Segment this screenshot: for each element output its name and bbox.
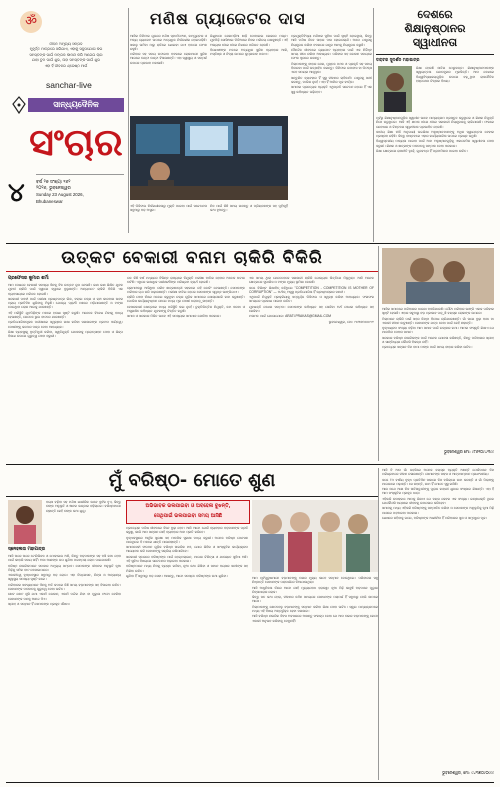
- issue-meta-line: ବର୍ଷ ୨୭ ସଂଖ୍ୟା ୧୬୨: [36, 180, 71, 185]
- section-divider: [6, 243, 494, 244]
- lead-body-col2: ଗତ କିଛି ବର୍ଷ ମଧ୍ୟରେ ବିଭିନ୍ନ ରାଜ୍ୟରେ ନିଯୁକ୍ତି ପରୀକ୍ଷା ବାତିଲ ହେବାର ଅନେକ ଘଟଣା ଘଟିଛି। ଏଥିରେ ଲକ୍ଷାଧିକ ପରୀକ୍ଷାର୍ଥୀଙ୍କ ପରିଶ୍ରମ ବ୍ୟର୍ଥ ହୋଇଛି। ଗ୍ରାମାଞ୍ଚଳରୁ ଆସିଥିବା ଗରିବ ଛାତ୍ରଛାତ୍ରୀ ସହରରେ ରହି କୋଚିଂ ନେଉଛନ୍ତି। ସେମାନଙ୍କ ପରିବାର ଋଣ କରି ପଢ଼ାଉଛନ୍ତି। ପରୀକ୍ଷା ବାତିଲ ହେଲେ ସେମାନଙ୍କ ସ୍ୱପ୍ନ ଭାଙ୍ଗିଯାଏ। ଚାକିରି ଦେବା ନାଁରେ ଠକେଇ କରୁଥିବା ଚକ୍ର ଗୁଡ଼ିକ ସମାଜରେ ଖୋଲାଖୋଲି କାମ କରୁଛନ୍ତି। ପୋଲିସ କାର୍ଯ୍ୟାନୁଷ୍ଠାନ ନେଲେ ମଧ୍ୟ ମୂଳ ଦୋଷୀ ଧରାପଡ଼ୁନାହାନ୍ତି। ବେସରକାରୀ କ୍ଷେତ୍ରରେ ମଧ୍ୟ ପରିସ୍ଥିତି ଭଲ ନୁହେଁ। ଚୁକ୍ତିଭିତ୍ତିକ ନିଯୁକ୍ତି, କମ ଦରମା ଓ ଅସୁରକ୍ଷିତ ଭବିଷ୍ୟତ ଯୁବକଙ୍କୁ ଚିନ୍ତିତ କରୁଛି। ସମାଜ ଓ ସରକାର ମିଳିତ ଭାବେ ଏହି ସମସ୍ୟାର ସମାଧାନ ଖୋଜିବା ଦରକାର।: [127, 276, 245, 319]
- lead-headline: ଉତ୍କଟ ବେକାରୀ ବନାମ ଚାକିରି ବିକିରି: [61, 248, 323, 268]
- bottom-body-col2: ପ୍ରତ୍ୟେକ ମଣିଷ ଜୀବନରେ ଦିନେ ବୁଢ଼ା ହେବ। ଆଜି ଆମେ ଯେଉଁ ବ୍ୟବହାର ବଡ଼ମାନଙ୍କ ପ୍ରତି କରୁଛୁ, କାଲି ଆମ ସନ୍ତାନ ସେହି ବ୍ୟବହାର ଆମ ପ୍ରତି କରିବେ। ବୃଦ୍ଧାବସ୍ଥାରେ ଆର୍ଥିକ ସୁରକ୍ଷା ସହ ମାନସିକ ସୁରକ୍ଷା ମଧ୍ୟ ଜରୁରୀ। ଅନେକ ବରିଷ୍ଠ ପେନସନ ପାଉଥିଲେ ବି ମନରେ ଶାନ୍ତି ପାଉନାହାନ୍ତି। ସମାଜସେବୀ ସଂଗଠନ ଗୁଡ଼ିକ ବରିଷ୍ଠ ନାଗରିକ ମଞ୍ଚ, ଯୋଗ ଶିବିର ଓ ସାଂସ୍କୃତିକ କାର୍ଯ୍ୟକ୍ରମ ଆୟୋଜନ କରି ସେମାନଙ୍କୁ ସକ୍ରିୟ ରଖିପାରିବେ। ସରକାରୀ ସ୍ତରରେ ବରିଷ୍ଠଙ୍କ ପାଇଁ ହେଲ୍ପଲାଇନ, ମାଗଣା ଚିକିତ୍ସା ଓ ଯାତାୟାତ ସୁବିଧା ଅଛି। ଏହି ସୁବିଧା ବିଷୟରେ ସଚେତନତା ବଢ଼ାଇବା ଦରକାର। ବରିଷ୍ଠମାନେ ମଧ୍ୟ ନିଜକୁ ବ୍ୟସ୍ତ ରଖିବା, ନୂଆ କଥା ଶିଖିବା ଓ ସମାନ ବୟସର ସାଥୀଙ୍କ ସହ ମିଶିବା ଉଚିତ। ଶୁଣିବା ହିଁ ସବୁଠାରୁ ବଡ଼ ସେବା। ଆସନ୍ତୁ, ଆମେ ସମସ୍ତେ ବରିଷ୍ଠଙ୍କ କଥା ଶୁଣିବା।: [126, 526, 248, 578]
- byline: ସ୍ନେହଲତା ମହାପାତ୍ର: [8, 547, 46, 552]
- section-divider: [6, 464, 494, 465]
- masthead: [6, 8, 128, 220]
- signoff: ଭୁବନେଶ୍ୱର: [328, 319, 345, 324]
- issue-meta-line: Sunday 23 August 2026,: [36, 192, 84, 198]
- paper-name: ସଂଚାର: [29, 120, 123, 164]
- issue-meta: [36, 180, 124, 205]
- pen-nib-icon: [10, 96, 28, 114]
- bottom-right-column: ଆଜି ବି ଆମ ଗାଁ ଗହଳିରେ ଅନେକ ବୟସ୍କ ବ୍ୟକ୍ତି ଅଛନ୍ତି ଯେଉଁମାନେ ନିଜ ପରିଶ୍ରମରେ ଜୀବନ ଚଳାଉଛନ୍ତି। ସେମାନଙ୍କ ସାହସ ଓ ଆତ୍ମସମ୍ମାନ ପ୍ରଶଂସନୀୟ। ଜଣେ ୮୦ ବର୍ଷୀୟ ବୃଦ୍ଧ ପ୍ରତିଦିନ ସକାଳେ ନିଜ ବଗିଚାରେ କାମ କରନ୍ତି ଓ ଗାଁ ପିଲାଙ୍କୁ ମାଗଣାରେ ପଢ଼ାନ୍ତି। ସେ କହନ୍ତି, କାମ ହିଁ ମୋତେ ସୁସ୍ଥ ରଖିଛି। ଆଉ ଜଣେ ଆଈ ନିଜ ନାତିନାତୁଣୀଙ୍କୁ ପୁରାଣ କାହାଣୀ ଶୁଣାଇ ସଂସ୍କାର ଶିଖାନ୍ତି। ଏହା ହିଁ ଆମ ସଂସ୍କୃତିର ପ୍ରକୃତ ଧାରା। ଏହିଭଳି ଉଦାହରଣ ଆମକୁ ଶିଖାଏ ଯେ ବୟସ କେବଳ ଏକ ସଂଖ୍ୟା। ଇଚ୍ଛାଶକ୍ତି ଥିଲେ ଯେକୌଣସି ବୟସରେ ଜୀବନକୁ ଉପଭୋଗ କରିହେବ। ସମାଜକୁ ମଧ୍ୟ ଏହିଭଳି ବରିଷ୍ଠଙ୍କୁ ସମ୍ମାନିତ କରିବା ଓ ସେମାନଙ୍କ ଅନୁଭୂତିକୁ ନୂଆ ପିଢ଼ି ପାଖରେ ପହଞ୍ଚାଇବା ଦରକାର। ଶେଷରେ କହିବାକୁ ଗଲେ, ବରିଷ୍ଠଙ୍କ ଆଶୀର୍ବାଦ ହିଁ ପରିବାରର ସୁଖ ଓ ସମୃଦ୍ଧିର ମୂଳ।: [382, 468, 494, 520]
- article-body-col1: ଆଜିର ଡିଜିଟାଲ ଯୁଗରେ ମଣିଷ ସ୍ମାର୍ଟଫୋନ, କମ୍ପ୍ୟୁଟର ଓ ଅନ୍ୟ ଗ୍ୟାଜେଟ ଉପରେ ଅତ୍ୟଧିକ ନିର୍ଭରଶୀଳ ହୋଇପଡ଼ିଛି। ସକାଳୁ ଉଠିବା ଠାରୁ ରାତିରେ ଶୋଇବା ଯାଏ ହାତରେ ଫୋନ ରହୁଛି। ପରିବାର ସହ ସମୟ କଟାଇବା ବଦଳରେ ଲୋକମାନେ ସ୍କ୍ରିନ ଆଗରେ ଘଣ୍ଟା ଘଣ୍ଟା ବିତାଉଛନ୍ତି। ଏହା ସ୍ୱାସ୍ଥ୍ୟ ଓ ସମ୍ପର୍କ ଉପରେ ପ୍ରଭାବ ପକାଉଛି।: [130, 34, 207, 65]
- issue-meta-line: ୨୦୨୬, ଭୁବନେଶ୍ୱର: [36, 186, 71, 192]
- bottom-body-col1a: ବୟସ ବଢ଼ିବା ସହ ମଣିଷ ଶାରୀରିକ ଭାବେ ଦୁର୍ବଳ ହୁଏ, କିନ୍ତୁ ତାଙ୍କ ଅନୁଭୂତି ଓ ଜ୍ଞାନର ଭଣ୍ଡାର ବଢ଼ିଚାଲେ। ବରିଷ୍ଠମାନେ ଚାହାନ୍ତି କେହି ତାଙ୍କ କଥା ଶୁଣୁ।: [46, 500, 121, 513]
- byline: ଡକ୍ଟର ସୁଦର୍ଶନ ମହାପାତ୍ର: [376, 57, 420, 62]
- column-photo: [382, 248, 494, 304]
- om-symbol: ॐ: [25, 14, 37, 29]
- article-body: ପୂର୍ବରୁ ଶିକ୍ଷାନୁଷ୍ଠାନଗୁଡ଼ିକ ସ୍ୱାଧୀନ ଭାବେ ପାଠ୍ୟକ୍ରମ ପ୍ରସ୍ତୁତ କରୁଥିଲେ ଓ ଶିକ୍ଷକ ନିଯୁକ୍ତି ନିଜେ କରୁଥିଲେ। ଆଜି ଏହି କ୍ଷମତା ଧୀରେ ଧୀରେ ସରକାରୀ ନିୟନ୍ତ୍ରଣକୁ ଚାଲିଯାଉଛି। ଫଳରେ ଗବେଷଣା ଓ ଚିନ୍ତନର ସ୍ୱାଧୀନତା ପ୍ରଭାବିତ ହେଉଛି। ଜାତୀୟ ଶିକ୍ଷା ନୀତି ଅନୁଯାୟୀ ଉଚ୍ଚଶିକ୍ଷା ଅନୁଷ୍ଠାନମାନଙ୍କୁ ଅଧିକ ସ୍ୱାୟତ୍ତତା ଦେବାର ପ୍ରସ୍ତାବ ରହିଛି। କିନ୍ତୁ ବାସ୍ତବରେ ଏହାର କାର୍ଯ୍ୟକାରିତା ଉପରେ ପ୍ରଶ୍ନ ଉଠୁଛି। ବିଶ୍ୱସ୍ତରୀୟ ମାନ୍ୟତା ପାଇବା ପାଇଁ ଆମ ଅନୁଷ୍ଠାନଗୁଡ଼ିକୁ ଏକାଡେମିକ ସ୍ୱାଧୀନତା ଦେବା ଜରୁରୀ। ଶିକ୍ଷକ ଓ ଛାତ୍ରଙ୍କ ମତାମତକୁ ସମ୍ମାନ ଦେବା ଦରକାର। ଶିକ୍ଷା କ୍ଷେତ୍ରରେ ରାଜନୀତି ନୁହେଁ, ଗୁଣବତ୍ତା ହିଁ ପ୍ରାଥମିକତା ପାଇବା ଉଚିତ।: [376, 116, 494, 154]
- page-bottom-rule: [6, 782, 494, 783]
- edition-label: ସାନ୍ଧ୍ୟଦୈନିକ: [28, 98, 124, 112]
- pull-quote: [126, 500, 250, 524]
- article-body-col2: ଶିଶୁମାନେ ଖେଳପଡ଼ିଆ ଛାଡ଼ି ମୋବାଇଲ ଖେଳରେ ମଗ୍ନ। ଯୁବପିଢ଼ି ସୋସିଆଲ ମିଡିଆରେ ନିଜର ପରିଚୟ ଖୋଜୁଛନ୍ତି। ଏହି ଅଭ୍ୟାସ ଧୀରେ ଧୀରେ ନିଶାରେ ପରିଣତ ହେଉଛି। ବିଶେଷଜ୍ଞଙ୍କ ମତରେ ଅତ୍ୟଧିକ ସ୍କ୍ରିନ ବ୍ୟବହାର ଆଖି, ମସ୍ତିଷ୍କ ଓ ନିଦ୍ରା ଉପରେ କୁପ୍ରଭାବ ପକାଏ।: [210, 34, 288, 57]
- pull-quote-line: ଅଭିଭାବକ ଭଲପାଇବା ଓ ଅବହେଳା ବୁଝନ୍ତି,: [145, 503, 231, 509]
- site-url[interactable]: sanchar-live: [46, 80, 92, 90]
- author-photo: [378, 66, 412, 112]
- prayer-box: [10, 42, 122, 69]
- article-body-top: ଶିକ୍ଷା ହେଉଛି ଜାତିର ମେରୁଦଣ୍ଡ। ଶିକ୍ଷାନୁଷ୍ଠାନମାନଙ୍କ ସ୍ୱାୟତ୍ତତା ଗଣତନ୍ତ୍ରର ମୂଳଭିତ୍ତି। ଆମ ଦେଶରେ ବିଶ୍ୱବିଦ୍ୟାଳୟଗୁଡ଼ିକ ଉପରେ ବଢ଼ୁଥିବା ରାଜନୈତିକ ହସ୍ତକ୍ଷେପ ଚିନ୍ତାର ବିଷୟ।: [416, 66, 494, 83]
- article-body-col2b: ନିଜ ପାଇଁ କିଛି ସମୟ ରଖନ୍ତୁ ଓ ପ୍ରିୟଜନଙ୍କ ସହ ମୁହାଁମୁହିଁ କଥା ହୁଅନ୍ତୁ।: [210, 204, 288, 213]
- english-quote: "COMPETITION - COMPETITION IS MOTHER OF CORRUPTION": [249, 285, 374, 294]
- divider: [6, 271, 378, 272]
- article-education: [376, 8, 494, 242]
- column-divider: [373, 8, 374, 242]
- bottom-footer: ଭୁବନେଶ୍ୱର, ମୋ: ୯୪୩୭୦୯୦୯୯୯: [442, 770, 494, 775]
- prayer-line: ଏହା ହିଁ ଜୀବନର ଶ୍ରେଷ୍ଠ ମାର୍ଗ: [44, 63, 88, 68]
- title-line: ସ୍ୱାଧୀନତା: [412, 36, 458, 49]
- lead-body-col1: ଆମ ଦେଶରେ ବେକାରୀ ସମସ୍ୟା ଦିନକୁ ଦିନ ଉତ୍କଟ ରୂପ ନେଉଛି। ଲକ୍ଷ ଲକ୍ଷ ଶିକ୍ଷିତ ଯୁବକ ଯୁବତୀ ଚାକିରି ପାଇଁ ଦ୍ୱାରେ ଦ୍ୱାରେ ବୁଲୁଛନ୍ତି। ଅନ୍ୟପଟେ ଚାକିରି ବିକିରି ଏକ ବ୍ୟବସାୟରେ ପରିଣତ ହୋଇଛି। ସରକାରୀ ପଦବୀ ପାଇଁ ପରୀକ୍ଷା ପ୍ରଶ୍ନପତ୍ର ଲିକ, ଦଲାଲ ଚକ୍ର ଓ ଲାଞ୍ଚ କାରବାର ଖବର ପ୍ରାୟ ପ୍ରତିଦିନ ଶୁଣିବାକୁ ମିଳୁଛି। ଯୋଗ୍ୟ ପ୍ରାର୍ଥୀ ପଛରେ ପଡ଼ିଯାଉଛନ୍ତି ଓ ଟଙ୍କା ଦେଇଥିବା ଲୋକ ଆଗକୁ ଯାଉଛନ୍ତି। ଏହି ପରିସ୍ଥିତି ଯୁବପିଢ଼ିଙ୍କ ମନରେ ହତାଶା ସୃଷ୍ଟି କରୁଛି। ଅନେକେ ବିଦେଶ ଯିବାକୁ ବାଧ୍ୟ ହେଉଛନ୍ତି, କେତେକ ଭୁଲ ବାଟରେ ଯାଉଛନ୍ତି। ପ୍ରତିଯୋଗିତାମୂଳକ ପରୀକ୍ଷାରେ ସ୍ୱଚ୍ଛତା ରକ୍ଷା କରିବା ସରକାରଙ୍କ ପ୍ରଥମ ଦାୟିତ୍ୱ। ଦୋଷୀଙ୍କୁ କଠୋର ଦଣ୍ଡ ଦେବା ଆବଶ୍ୟକ। ଶିକ୍ଷା ବ୍ୟବସ୍ଥାକୁ ବୃତ୍ତିମୁଖୀ କରିବା, ସ୍ୱନିଯୁକ୍ତି ଯୋଜନାକୁ ପ୍ରୋତ୍ସାହନ ଦେବା ଓ ଶିଳ୍ପ ବିକାଶ ଉପରେ ଗୁରୁତ୍ୱ ଦେବା ଜରୁରୀ।: [8, 283, 123, 339]
- signoff: ଭୁବନେଶ୍ୱର: [443, 449, 463, 454]
- article-right-column: [382, 246, 494, 461]
- title-line: ଦେଶରେ: [417, 8, 453, 21]
- pull-quote-line: ସେଥିପାଇଁ ଭଲପାଇବା ସମୟ ଆସିଛି: [153, 513, 223, 519]
- article-title: [376, 8, 494, 50]
- prayer-line: ସମସ୍ତଙ୍କ ପାଇଁ ମଙ୍ଗଳ କାମନା କରି ଆଗେଇ ଚାଲ: [29, 52, 103, 57]
- lead-body-col3: ଏକ ସମୟ ଥିଲା ଯେତେବେଳେ ସରକାରୀ ଚାକିରି ଯୋଗ୍ୟତା ଭିତ୍ତିରେ ମିଳୁଥିଲା। ଆଜି ଅନେକ କ୍ଷେତ୍ରରେ ସୁପାରିସ ଓ ଟଙ୍କା ମୁଖ୍ୟ ଭୂମିକା ନେଉଛି। ଜଣେ ବିଶିଷ୍ଟ ଶିକ୍ଷାବିତ୍ କହିଥିଲେ "COMPETITION - COMPETITION IS MOTHER OF CORRUPTION" — ଅର୍ଥାତ୍ ଅସୁସ୍ଥ ପ୍ରତିଯୋଗିତା ହିଁ ଭ୍ରଷ୍ଟାଚାରର ଜନନୀ। ଏଥିପାଇଁ ନିଯୁକ୍ତି ପ୍ରକ୍ରିୟାକୁ ସମ୍ପୂର୍ଣ୍ଣ ଡିଜିଟାଲ ଓ ସ୍ୱଚ୍ଛ କରିବା ଆବଶ୍ୟକ। ଫଳାଫଳ ସମୟରେ ପ୍ରକାଶ ପାଇବା ଉଚିତ। ଯୁବଶକ୍ତି ଦେଶର ସମ୍ପଦ। ସେମାନଙ୍କ ଭବିଷ୍ୟତ ସହ ଖେଳିବା ଅର୍ଥ ଦେଶର ଭବିଷ୍ୟତ ସହ ଖେଳିବା। ମତାମତ ପାଇଁ ଯୋଗାଯୋଗ: ARATI.PRAKAS@GMAIL.COM ଭୁବନେଶ୍ୱର, ମୋ: ୯୪୩୭୦୪୪୯୯୯: [249, 276, 374, 324]
- issue-number: ୪: [8, 178, 25, 208]
- prayer-line: ଜୀବନ ଅମୂଲ୍ୟ ସମ୍ପଦ: [49, 42, 83, 46]
- title-line: ଶିକ୍ଷାନୁଷ୍ଠାନର: [404, 22, 466, 35]
- divider: [36, 174, 124, 175]
- bottom-headline: ମୁଁ ବରିଷ୍ଠ- ମୋତେ ଶୁଣ: [108, 470, 276, 491]
- article-body-col3: ପ୍ରଯୁକ୍ତିବିଦ୍ୟା ମଣିଷର ସୁବିଧା ପାଇଁ ସୃଷ୍ଟି ହୋଇଥିଲା, କିନ୍ତୁ ଆଜି ମଣିଷ ନିଜେ ତାହାର ଦାସ ହୋଇଗଲାଣି। ଆମେ ଯନ୍ତ୍ରକୁ ନିୟନ୍ତ୍ରଣ କରିବା ବଦଳରେ ଯନ୍ତ୍ର ଆମକୁ ନିୟନ୍ତ୍ରଣ କରୁଛି। ଦୈନନ୍ଦିନ ଜୀବନରେ ଗ୍ୟାଜେଟ ବ୍ୟବହାର ପାଇଁ ଏକ ନିର୍ଦ୍ଦିଷ୍ଟ ସମୟ ସୀମା ରଖିବା ଆବଶ୍ୟକ। ପରିବାର ସହ ଭୋଜନ ସମୟରେ ଫୋନ ଦୂରରେ ରଖନ୍ତୁ। ପିଲାମାନଙ୍କୁ ବାହାର ଖେଳ, ପୁସ୍ତକ ପଠନ ଓ ପ୍ରକୃତି ସହ ସମୟ ବିତାଇବା ପାଇଁ ଉତ୍ସାହିତ କରନ୍ତୁ। ଡିଜିଟାଲ ଉପବାସ ବା ଡିଟକ୍ସ ଏବେ ସମୟର ଆହ୍ୱାନ। ସନ୍ତୁଳିତ ବ୍ୟବହାର ହିଁ ସୁସ୍ଥ ଜୀବନର ଚାବିକାଠି। ଯନ୍ତ୍ରକୁ ସାଥୀ କରନ୍ତୁ, ମାଲିକ ନୁହେଁ। ଏହା ହିଁ ଆଜିର ମୂଳ ବାର୍ତ୍ତା। ସମାଜର ପ୍ରତ୍ୟେକ ବ୍ୟକ୍ତି ଏଥିପ୍ରତି ସଚେତନ ହେଲେ ହିଁ ଏକ ସୁସ୍ଥ ଭବିଷ୍ୟତ ଗଢ଼ିହେବ।: [291, 34, 372, 94]
- column-divider: [128, 8, 129, 233]
- byline: ପ୍ରଫେସର କୁମାର ଶର୍ମା: [8, 276, 49, 281]
- phone: ମୋ: ୯୮୬୧୦୯୪୩୯୯: [463, 449, 494, 454]
- author-photo: [8, 500, 42, 544]
- column-divider: [378, 468, 379, 780]
- prayer-line: ଯାହା ତୁମ ପାଇଁ ଶୁଭ, ତାହା ସମସ୍ତଙ୍କ ପାଇଁ ଶୁଭ: [31, 58, 101, 63]
- column-body: ଆଜିର ସମାଜରେ ପରିବାରର ଧାରଣା ବଦଳିଯାଉଛି। ଯୌଥ ପରିବାର ଭାଙ୍ଗି ଏକକ ପରିବାର ସୃଷ୍ଟି ହେଉଛି। ଏହାର ସବୁଠାରୁ ବଡ଼ ପ୍ରଭାବ ପଡ଼ୁଛି ବୟସ୍କ ଲୋକଙ୍କ ଉପରେ। ପିଲାମାନେ ଚାକିରି ପାଇଁ ସହର କିମ୍ବା ବିଦେଶ ଚାଲିଯାଉଛନ୍ତି। ଗାଁ ଘରେ ବୁଢ଼ା ବାପା ମା ଏକାକୀ ଜୀବନ କାଟୁଛନ୍ତି। ସେମାନଙ୍କ ଯତ୍ନ ନେବା ପାଇଁ କେହି ନାହାନ୍ତି। ବୃଦ୍ଧାଶ୍ରମ ସଂଖ୍ୟା ବଢ଼ିବା ଆମ ସମାଜ ପାଇଁ ଲଜ୍ଜାର କଥା। ଆମର ସଂସ୍କୃତି ଶିଖାଏ ଯେ ମାତାପିତା ଦେବତା ସମାନ। ସରକାର ବରିଷ୍ଠ ନାଗରିକଙ୍କ ପାଇଁ ଅନେକ ଯୋଜନା କରିଛନ୍ତି, କିନ୍ତୁ ପରିବାରର ସ୍ନେହ ଓ ସାନ୍ନିଧ୍ୟର କୌଣସି ବିକଳ୍ପ ନାହିଁ। ପ୍ରତ୍ୟେକ ସନ୍ତାନ ନିଜ ବାପା ମାଙ୍କ ପାଇଁ ସମୟ ବାହାର କରିବା ଉଚିତ।: [382, 307, 494, 350]
- bottom-body-col1: ଆଜି ଘରେ ଘରେ ଟେଲିଭିଜନ ଓ ମୋବାଇଲ ଅଛି, କିନ୍ତୁ ବଡ଼ମାନଙ୍କ ସହ ବସି କଥା ହେବା ପାଇଁ କାହାରି ସମୟ ନାହିଁ। ଅଜା ଆଈଙ୍କ ଗପ ଶୁଣିବା ପରମ୍ପରା ଲୋପ ପାଇଯାଉଛି। ବରିଷ୍ଠ ନାଗରିକମାନେ ସମାଜର ଅମୂଲ୍ୟ ସମ୍ପଦ। ସେମାନଙ୍କ ଜୀବନର ଅନୁଭୂତି ନୂଆ ପିଢ଼ିକୁ ସଠିକ ବାଟ ଦେଖାଇପାରେ। ଏକାକୀତ୍ୱ ବୃଦ୍ଧାବସ୍ଥାର ସବୁଠାରୁ ବଡ଼ ରୋଗ। ଏହା ଡିପ୍ରେସନ, ଚିନ୍ତା ଓ ଅନ୍ୟାନ୍ୟ ସ୍ୱାସ୍ଥ୍ୟ ସମସ୍ୟା ସୃଷ୍ଟି କରେ। ପରିବାରର ସଦସ୍ୟମାନେ ଦିନକୁ ଅତି କମରେ କିଛି ସମୟ ବଡ଼ମାନଙ୍କ ସହ ବିତାଇବା ଉଚିତ। ସେମାନଙ୍କ ମତାମତକୁ ଗୁରୁତ୍ୱ ଦେବା ଉଚିତ। ଛୋଟ ଛୋଟ ଖୁସି ଯଥା ଏକାଠି ଭୋଜନ, ଏକାଠି ମନ୍ଦିର ଯିବା ବା ପୁରୁଣା ଫଟୋ ଦେଖିବା ସେମାନଙ୍କ ମନକୁ ଆନନ୍ଦ ଦିଏ। ସ୍ନେହ ଓ ସମ୍ମାନ ହିଁ ସେମାନଙ୍କ ପ୍ରକୃତ ଔଷଧ।: [8, 554, 121, 606]
- phone: ମୋ: ୯୪୩୭୦୪୪୯୯୯: [347, 319, 374, 324]
- article-gadget: [130, 8, 372, 242]
- article-photo: [130, 116, 288, 200]
- column-divider: [378, 246, 379, 461]
- prayer-line: ମୁହୂର୍ତ୍ତ ମାତ୍ରରେ ସରିଯାଏ, ଏହାକୁ ସଦୁପଯୋଗ କର: [29, 47, 103, 52]
- column-footer: [382, 449, 494, 454]
- bottom-body-col3: ଆମ ପୂର୍ବପୁରୁଷମାନେ ବଡ଼ମାନଙ୍କୁ ଘରର ମୁଖ୍ୟ ଭାବେ ସମ୍ମାନ ଦେଉଥିଲେ। ପରିବାରର ସବୁ ନିଷ୍ପତ୍ତି ସେମାନଙ୍କ ପରାମର୍ଶରେ ନିଆଯାଉଥିଲା। ଆଜି ଆଧୁନିକତା ନାଁରେ ଆମେ ସେହି ମୂଲ୍ୟବୋଧ ହରାଉଛୁ। ନୂଆ ପିଢ଼ି ଭାବୁଛି ବଡ଼ମାନେ ପୁରୁଣା ଚିନ୍ତାଧାରାର ଲୋକ। କିନ୍ତୁ ସତ କଥା ହେଲା, ଜୀବନର କଠିନ ସମୟରେ ସେମାନଙ୍କ ପରାମର୍ଶ ହିଁ ସବୁଠାରୁ ବେଶି କାମରେ ଆସେ। ପିଲାମାନଙ୍କୁ ଛୋଟବେଳୁ ବଡ଼ମାନଙ୍କୁ ସମ୍ମାନ କରିବା ଶିକ୍ଷା ଦେବା ଉଚିତ। ସ୍କୁଲ ପାଠ୍ୟକ୍ରମରେ ମଧ୍ୟ ଏହି ବିଷୟ ଅନ୍ତର୍ଭୁକ୍ତ ହେବା ଦରକାର। ଆଜି ବରିଷ୍ଠ ନାଗରିକ ଦିବସ ଅବସରରେ ଆସନ୍ତୁ ସଂକଳ୍ପ ନେବା ଯେ ଆମ ଘରର ବଡ଼ମାନଙ୍କୁ କେବେ ଏକାକୀ ଅନୁଭବ କରିବାକୁ ଦେବୁନାହିଁ।: [252, 576, 378, 623]
- divider: [376, 54, 494, 55]
- om-logo: [20, 11, 42, 33]
- email[interactable]: ARATI.PRAKAS@GMAIL.COM: [285, 314, 332, 319]
- article-title: ମଣିଷ ଗ୍ୟାଜେଟର ଦାସ: [150, 9, 306, 28]
- issue-meta-line: Bhubaneswar: [36, 198, 63, 204]
- article-body-col1b: ଏହି ଡିଜିଟାଲ ନିର୍ଭରଶୀଳତାରୁ ମୁକ୍ତି ପାଇବା ପାଇଁ ସଚେତନତା ସବୁଠାରୁ ବଡ଼ ଅସ୍ତ୍ର।: [130, 204, 207, 213]
- seniors-photo: [252, 500, 378, 572]
- divider: [6, 496, 378, 497]
